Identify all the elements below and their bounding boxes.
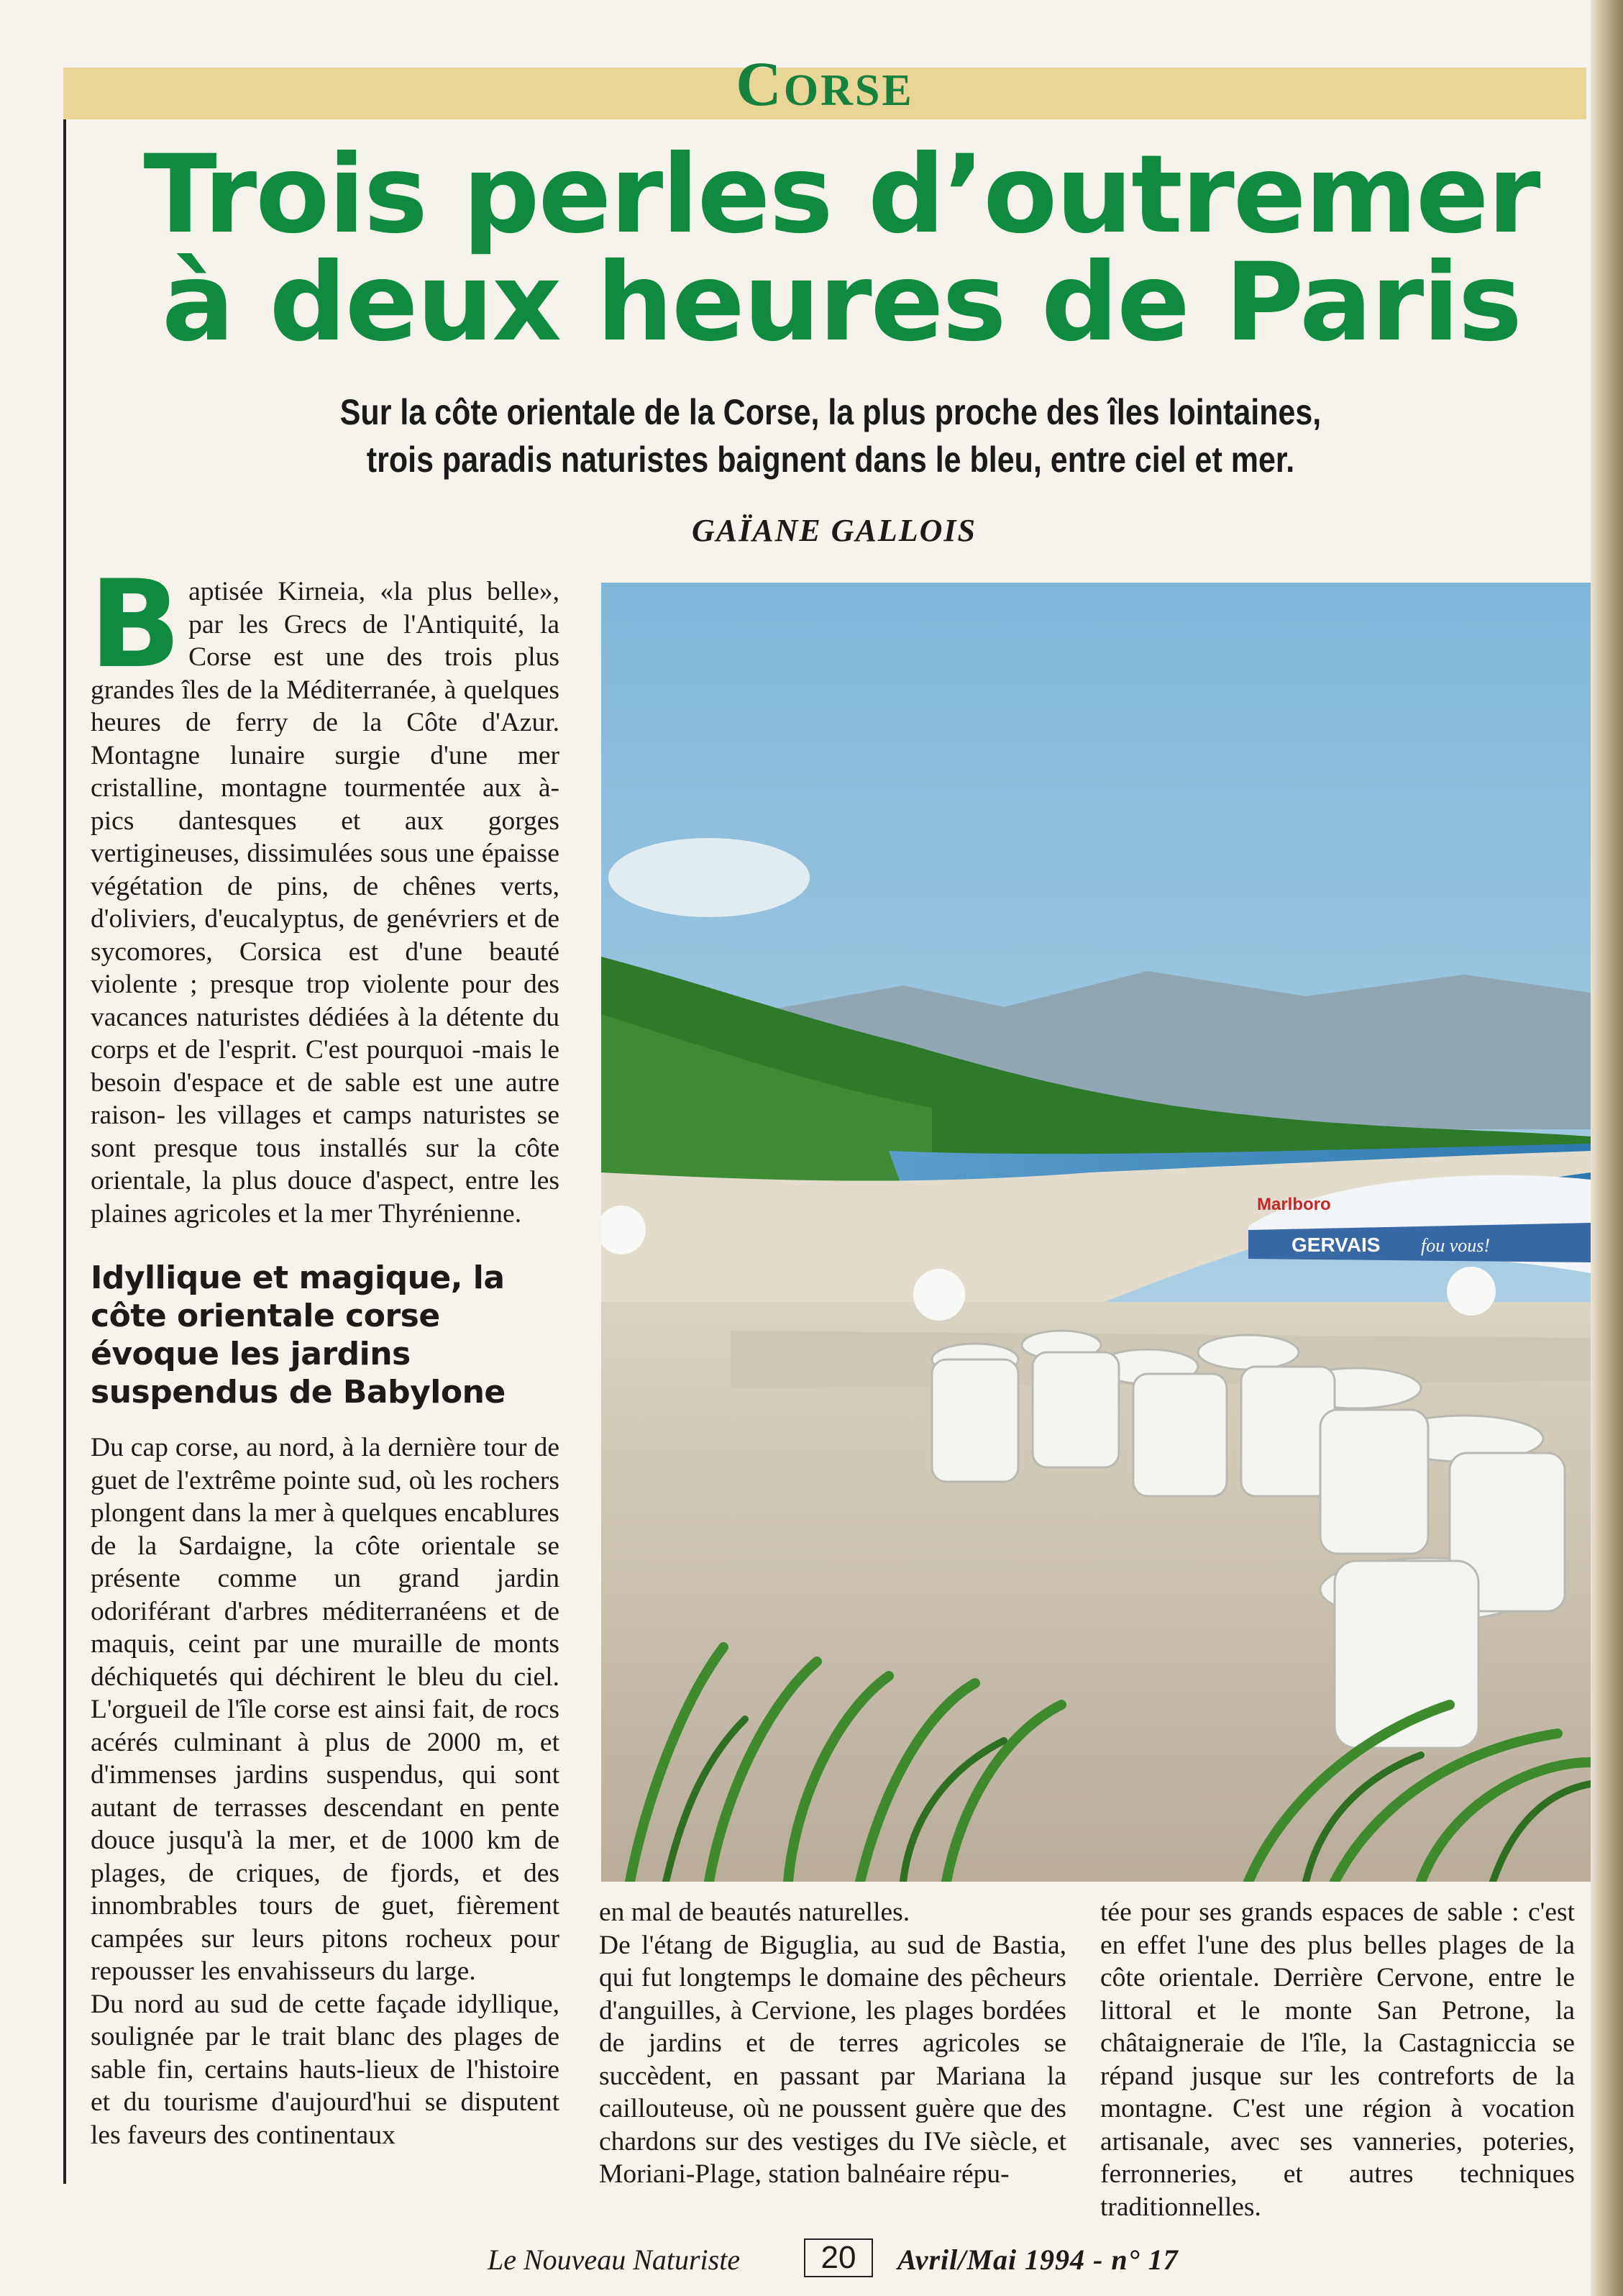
parasol-brand-gervais: GERVAIS [1291,1234,1381,1256]
section-rubric: Corse [736,50,914,119]
column-2 [599,1896,1066,2191]
column-3 [1100,1896,1575,2223]
paragraph-intro: aptisée Kirneia, «la plus belle», par les Grecs de l'Antiquité, la Corse est une des trois plus grandes îles de la Méditerranée, à quelques heures de ferry de la Côte d'Azur. Montagne lunaire surgie d'une mer cristalline, montagne tourmentée aux à-pics dantesques et aux gorges vertigineuses, dissimulées sous une épaisse végétation de pins, de chênes verts, d'oliviers, d'eucalyptus, de genévriers et de sycomores, Corsica est d'une beauté violente ; presque trop violente pour des vacances naturistes dédiées à la détente du corps et de l'esprit. C'est pourquoi -mais le besoin d'espace et de sable est une autre raison- les villages et camps naturistes se sont presque tous installés sur la côte orientale, la plus douce d'aspect, entre les plaines agricoles et la mer Thyrénienne. [91,577,559,1229]
standfirst [302,388,1360,483]
paragraph-continuation: en mal de beautés naturelles. [599,1898,910,1927]
left-frame-rule [63,119,66,2184]
adjacent-page-edge [1591,0,1623,2296]
headline-line-2: à deux heures de Paris [162,240,1521,365]
column-1 [89,554,559,2151]
drop-cap: B [89,554,182,695]
publication-name: Le Nouveau Naturiste [488,2243,741,2276]
parasol-brand-marlboro: Marlboro [1257,1195,1331,1214]
standfirst-line-1: Sur la côte orientale de la Corse, la plus proche des îles lointaines, [339,392,1322,432]
paragraph-castagniccia: tée pour ses grands espaces de sable : c'est en effet l'une des plus belles plages de la côte orientale. Derrière Cervone, entre le littoral et le monte San Petrone, la châtaigneraie de l'île, la Castagniccia se répand jusque sur les contreforts de la montagne. C'est une région à vocation artisanale, avec ses vanneries, poteries, ferronneries, et autres techniques traditionnelles. [1100,1898,1575,2222]
paragraph-biguglia: De l'étang de Biguglia, au sud de Bastia, qui fut longtemps le domaine des pêcheurs d'anguilles, à Cervione, les plages bordées de jardins et de terres agricoles se succèdent, en passant par Mariana la caillouteuse, où ne poussent guère que des chardons sur des vestiges du IVe siècle, et Moriani-Plage, station balnéaire répu- [599,1930,1066,2189]
beach-terrace-photo [601,583,1591,1882]
headline [101,132,1582,365]
byline: GAÏANE GALLOIS [692,513,977,548]
page-footer [0,2240,1623,2286]
paragraph-cap-corse: Du cap corse, au nord, à la dernière tour de guet de l'extrême pointe sud, où les rochers plongent dans la mer à quelques encablures de la Sardaigne, la côte orientale se présente comme un grand jardin odoriférant d'arbres méditerranéens et de maquis, ceint par une muraille de monts déchiquetés qui déchirent le bleu du ciel. L'orgueil de l'île corse est ainsi fait, de rocs acérés culminant à plus de 2000 m, et d'immenses jardins suspendus, qui sont autant de terrasses descendant en pente douce jusqu'à la mer, et de 1000 km de plages, de criques, de fjords, et des innombrables tours de guet, fièrement campées sur leurs pitons rocheux pour repousser les envahisseurs du large. [91,1433,559,1986]
page-number: 20 [804,2238,873,2277]
parasol-slogan: fou vous! [1421,1235,1491,1256]
issue-date: Avril/Mai 1994 - n° 17 [897,2243,1179,2276]
standfirst-line-2: trois paradis naturistes baignent dans le bleu, entre ciel et mer. [366,439,1295,480]
paragraph-facade: Du nord au sud de cette façade idyllique, soulignée par le trait blanc des plages de sable fin, certains hauts-lieux de l'histoire et du tourisme d'aujourd'hui se disputent les faveurs des continentaux [91,1989,559,2150]
intertitle: Idyllique et magique, la côte orientale corse évoque les jardins suspendus de Babylone [91,1259,506,1411]
headline-line-1: Trois perles d’outremer [143,132,1540,258]
